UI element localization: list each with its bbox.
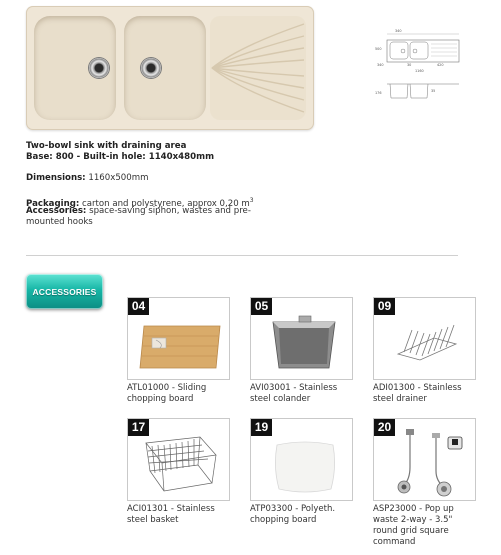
caption-line: round grid square bbox=[373, 526, 449, 536]
basket-image bbox=[140, 433, 220, 501]
accessory-caption-05 bbox=[250, 383, 358, 405]
sink-bowl-right bbox=[124, 16, 206, 120]
caption-line: chopping board bbox=[127, 394, 194, 404]
accessory-number: 20 bbox=[374, 419, 395, 436]
accessory-card-19[interactable] bbox=[250, 418, 353, 501]
accessory-number: 09 bbox=[374, 298, 395, 315]
accessory-number: 04 bbox=[128, 298, 149, 315]
colander-image bbox=[269, 314, 339, 376]
accessory-caption-09 bbox=[373, 383, 481, 405]
caption-line: ATL01000 - Sliding bbox=[127, 383, 207, 393]
accessory-card-20[interactable] bbox=[373, 418, 476, 501]
dim-depth: 176 bbox=[375, 91, 382, 95]
dim-bottom-mid: 30 bbox=[407, 63, 412, 67]
accessory-caption-04 bbox=[127, 383, 235, 405]
accessories-value-2: mounted hooks bbox=[26, 217, 93, 227]
packaging-value: carton and polystyrene, approx 0,20 m bbox=[82, 198, 250, 209]
accessory-number: 17 bbox=[128, 419, 149, 436]
section-divider bbox=[26, 255, 458, 256]
accessory-card-04[interactable] bbox=[127, 297, 230, 380]
dim-offset: 35 bbox=[431, 89, 436, 93]
accessory-caption-20 bbox=[373, 504, 481, 548]
dimensions-line bbox=[26, 173, 148, 184]
drain-right-icon bbox=[141, 58, 161, 78]
accessories-label: Accessories: bbox=[26, 206, 87, 216]
accessories-badge: ACCESSORIES bbox=[26, 274, 103, 309]
accessory-card-17[interactable] bbox=[127, 418, 230, 501]
dim-top-1: 340 bbox=[395, 29, 402, 33]
caption-line: ADI01300 - Stainless bbox=[373, 383, 462, 393]
sink-product-image bbox=[26, 6, 314, 130]
product-base-line: Base: 800 - Built-in hole: 1140x480mm bbox=[26, 152, 215, 162]
sink-draining-area bbox=[210, 16, 306, 120]
caption-line: ASP23000 - Pop up bbox=[373, 504, 454, 514]
caption-line: steel drainer bbox=[373, 394, 427, 404]
caption-line: ACI01301 - Stainless bbox=[127, 504, 215, 514]
accessory-card-09[interactable] bbox=[373, 297, 476, 380]
dim-overall: 1160 bbox=[415, 69, 424, 73]
caption-line: ATP03300 - Polyeth. bbox=[250, 504, 336, 514]
pop-up-waste-image bbox=[390, 427, 470, 503]
product-title: Two-bowl sink with draining area bbox=[26, 141, 187, 151]
technical-drawing bbox=[367, 20, 463, 110]
accessory-caption-19 bbox=[250, 504, 358, 526]
dim-bottom-right: 420 bbox=[437, 63, 444, 67]
dimensions-value: 1160x500mm bbox=[88, 173, 149, 183]
poly-board-image bbox=[271, 439, 339, 499]
caption-line: steel basket bbox=[127, 515, 179, 525]
drainer-image bbox=[394, 320, 460, 370]
caption-line: waste 2-way - 3.5" bbox=[373, 515, 453, 525]
caption-line: chopping board bbox=[250, 515, 317, 525]
accessory-caption-17 bbox=[127, 504, 235, 526]
dim-bottom-left: 340 bbox=[377, 63, 384, 67]
drain-left-icon bbox=[89, 58, 109, 78]
dimensions-label: Dimensions: bbox=[26, 173, 86, 183]
accessories-value-1: space-saving siphon, wastes and pre- bbox=[89, 206, 251, 216]
caption-line: steel colander bbox=[250, 394, 311, 404]
accessories-line bbox=[26, 206, 251, 217]
accessory-number: 19 bbox=[251, 419, 272, 436]
packaging-sup: 3 bbox=[249, 197, 254, 204]
accessory-card-05[interactable] bbox=[250, 297, 353, 380]
caption-line: command bbox=[373, 537, 416, 547]
chopping-board-image bbox=[138, 324, 222, 374]
packaging-label: Packaging: bbox=[26, 198, 80, 209]
accessory-number: 05 bbox=[251, 298, 272, 315]
dim-left: 500 bbox=[375, 47, 382, 51]
caption-line: AVI03001 - Stainless bbox=[250, 383, 338, 393]
